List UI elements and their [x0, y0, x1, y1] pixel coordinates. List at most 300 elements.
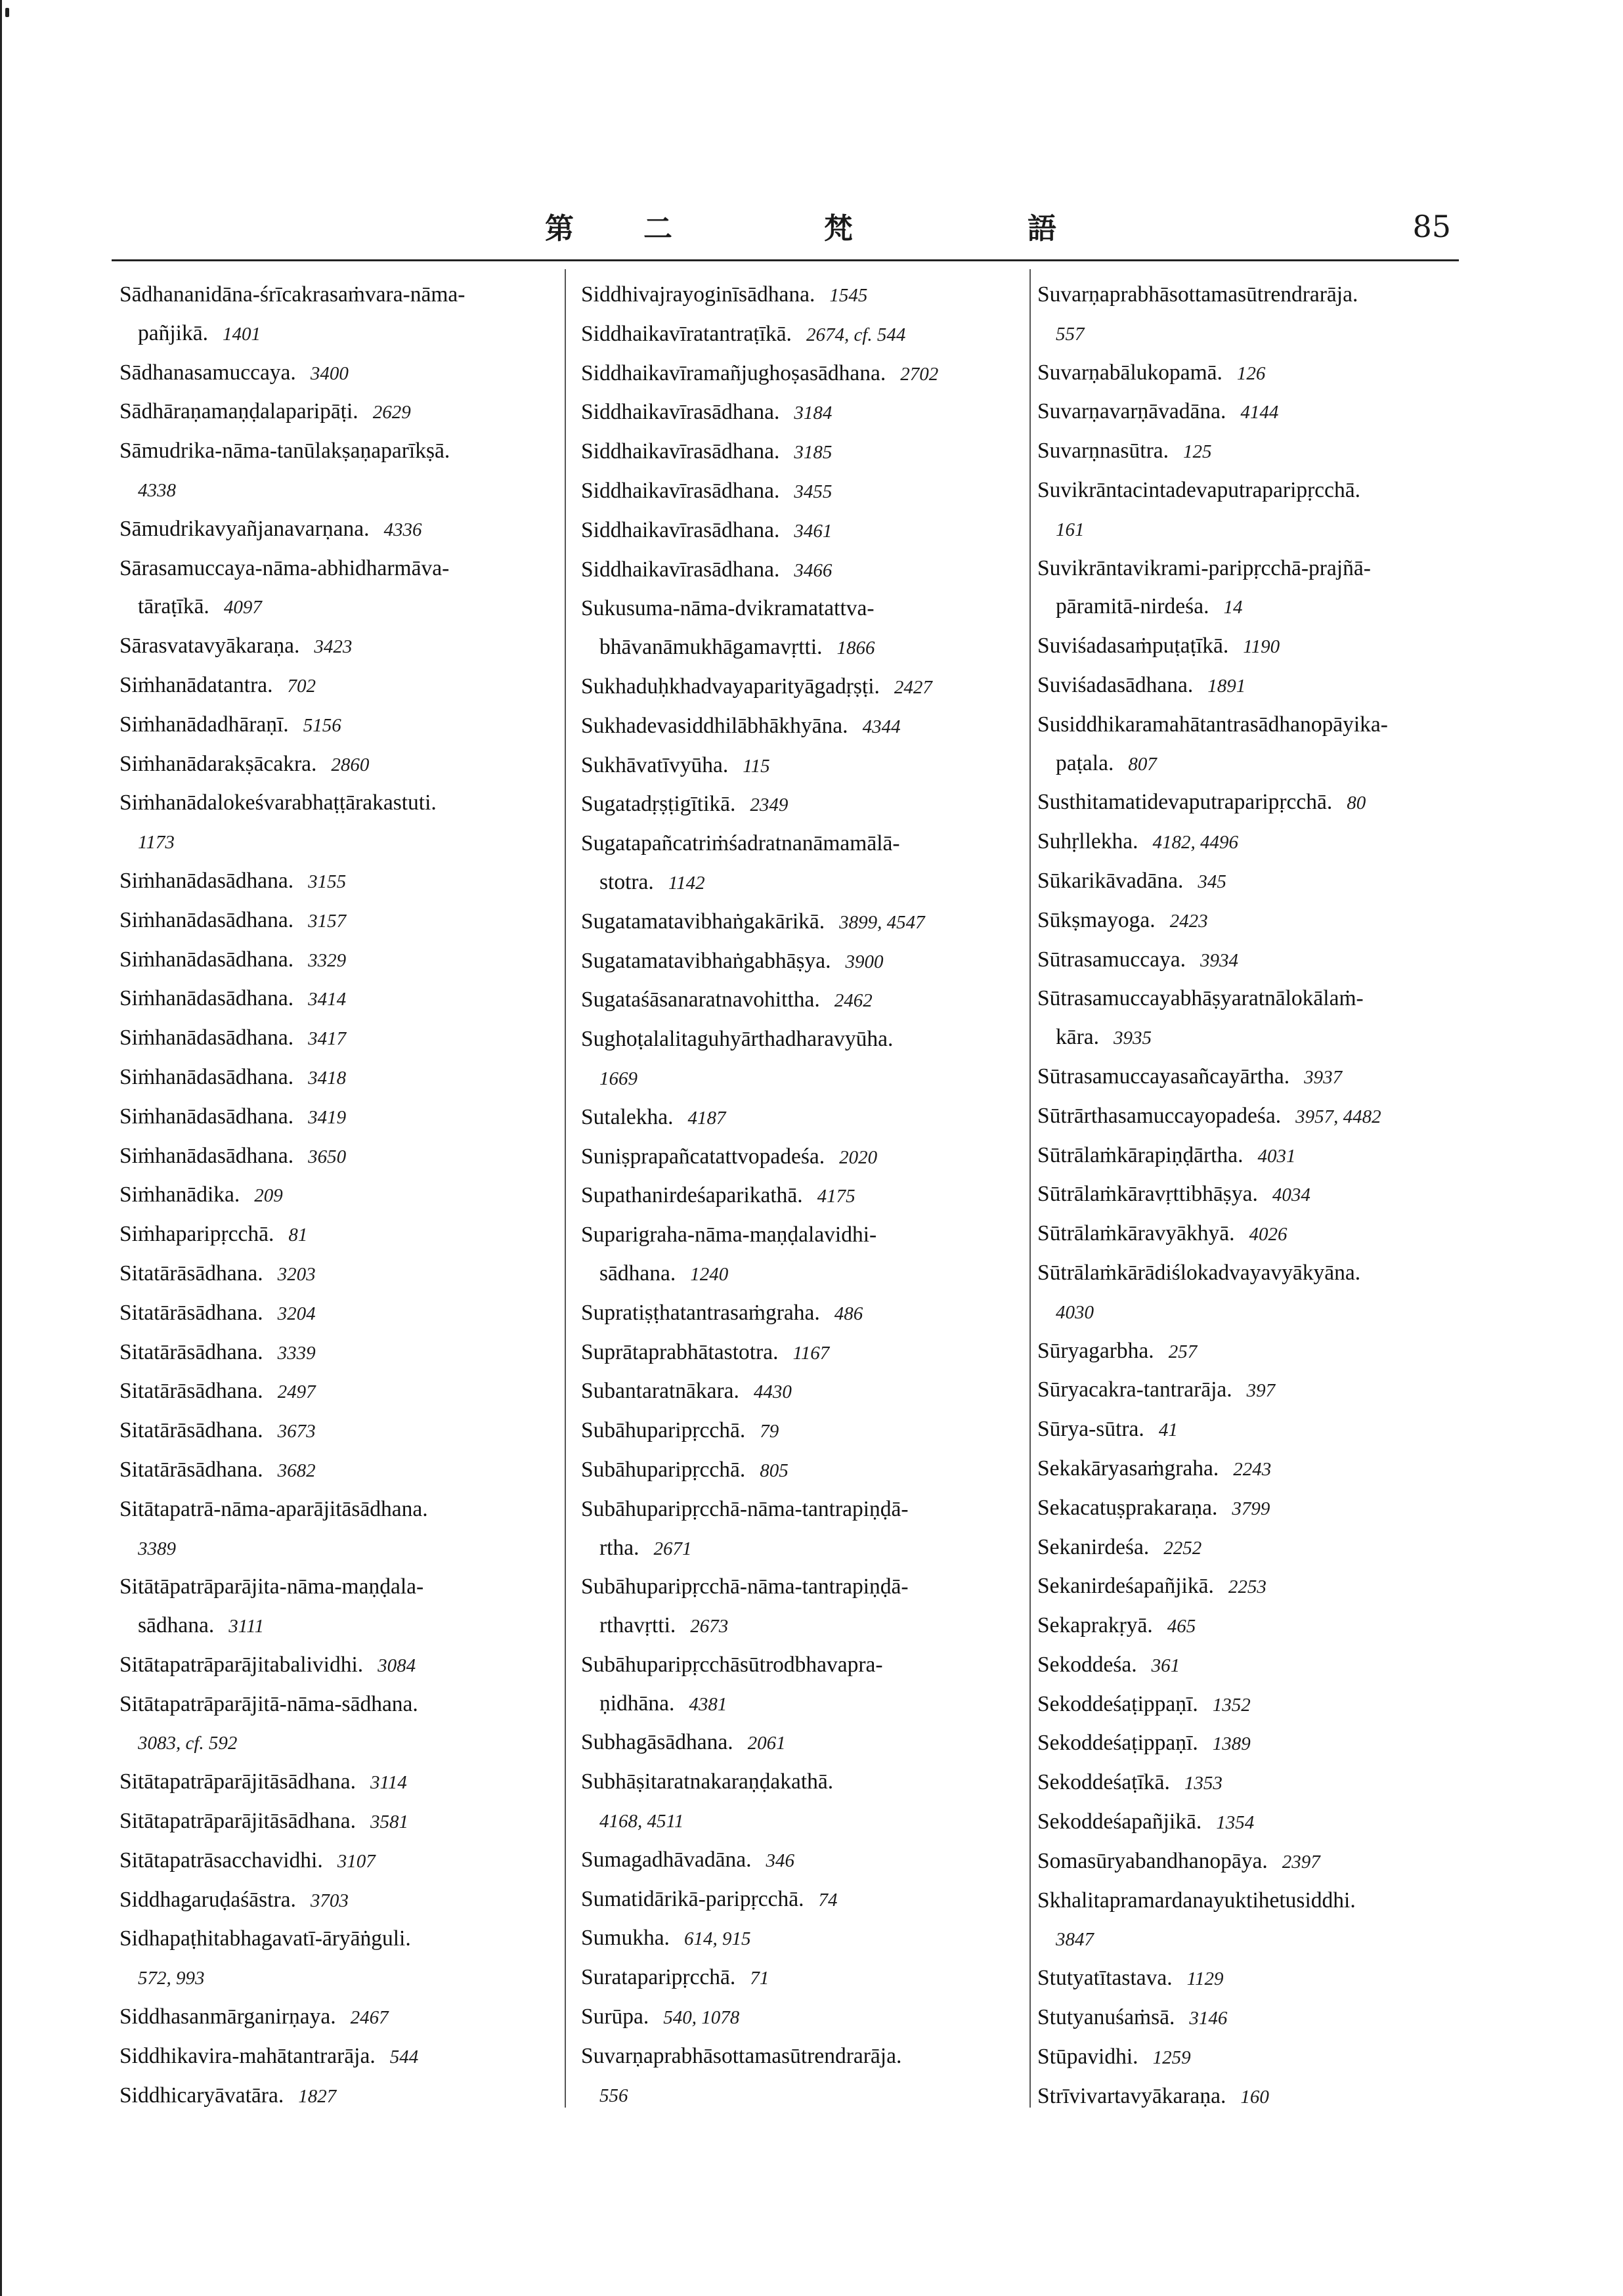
- entry-line: [581, 1177, 1047, 1216]
- entry-title: Sekoddeśaṭīkā.: [1037, 1770, 1170, 1795]
- index-entry: [105, 276, 565, 354]
- entry-line: [119, 276, 565, 314]
- index-entry: [105, 1255, 565, 1294]
- entry-line: [581, 942, 1047, 982]
- entry-title: Sitātapatrāparājitā-nāma-sādhana.: [119, 1691, 418, 1716]
- entry-line: [1037, 823, 1464, 862]
- entry-title: Sumagadhāvadāna.: [581, 1847, 752, 1872]
- entry-line: [1037, 314, 1464, 354]
- index-entry: [1018, 1528, 1464, 1568]
- entry-line: [581, 1059, 1047, 1098]
- index-entry: [1018, 706, 1464, 784]
- entry-title: Sekanirdeśapañjikā.: [1037, 1574, 1214, 1599]
- entry-reference-number: 2671: [653, 1538, 692, 1559]
- entry-reference-number: 257: [1168, 1341, 1198, 1362]
- entry-reference-number: 2467: [350, 2007, 389, 2029]
- entry-reference-number: 4187: [687, 1107, 726, 1129]
- entry-reference-number: 1259: [1152, 2047, 1191, 2068]
- entry-line: [581, 785, 1047, 825]
- entry-line: [1037, 2038, 1464, 2077]
- entry-line: [581, 1529, 1047, 1569]
- entry-title: Siddhaikavīrasādhana.: [581, 400, 780, 425]
- entry-title: Susthitamatidevaputraparipṛcchā.: [1037, 790, 1333, 815]
- index-entry: [1018, 471, 1464, 550]
- entry-title: Suparigraha-nāma-maṇḍalavidhi-: [581, 1223, 877, 1247]
- entry-line: [119, 823, 565, 862]
- index-entry: [105, 901, 565, 941]
- entry-line: [1037, 471, 1464, 510]
- entry-line: [119, 550, 565, 588]
- entry-reference-number: 3184: [794, 402, 833, 424]
- entry-title: Stūpavidhi.: [1037, 2044, 1138, 2069]
- entry-line: [1037, 901, 1464, 941]
- entry-reference-number: 2397: [1282, 1851, 1320, 1873]
- entry-reference-number: 209: [254, 1185, 283, 1207]
- index-entry: [561, 472, 1047, 511]
- entry-reference-number: 465: [1167, 1616, 1196, 1637]
- entry-reference-number: 3957, 4482: [1295, 1106, 1381, 1127]
- entry-reference-number: 614, 915: [683, 1928, 751, 1950]
- index-entry: [105, 1998, 565, 2037]
- index-entry: [561, 747, 1047, 786]
- entry-reference-number: 3466: [794, 559, 833, 581]
- entry-line: [119, 2037, 565, 2077]
- entry-title-continued: bhāvanāmukhāgamavṛtti.: [599, 635, 823, 660]
- entry-reference-number: 3682: [277, 1460, 316, 1481]
- entry-title: Sukhāvatīvyūha.: [581, 752, 729, 777]
- entry-title: Sādhanasamuccaya.: [119, 360, 296, 385]
- entry-title: Sāmudrika-nāma-tanūlakṣaṇaparīkṣā.: [119, 439, 450, 464]
- entry-reference-number: 3157: [308, 910, 347, 932]
- entry-title: Subantaratnākara.: [581, 1379, 739, 1404]
- entry-line: [581, 1020, 1047, 1059]
- entry-line: [119, 510, 565, 550]
- entry-line: [1037, 1920, 1464, 1959]
- entry-reference-number: 544: [389, 2046, 419, 2068]
- entry-reference-number: 1891: [1207, 675, 1246, 697]
- entry-title: Suvarṇnasūtra.: [1037, 439, 1169, 464]
- index-entry: [105, 1881, 565, 1920]
- entry-reference-number: 3155: [308, 871, 347, 892]
- index-entry: [561, 1412, 1047, 1451]
- entry-reference-number: 3455: [794, 481, 833, 502]
- entry-line: [119, 2077, 565, 2116]
- entry-line: [1037, 1215, 1464, 1254]
- entry-title-continued: paṭala.: [1056, 750, 1114, 775]
- entry-reference-number: 805: [760, 1460, 789, 1481]
- entry-line: [581, 2076, 1047, 2115]
- index-entry: [1018, 1646, 1464, 1685]
- entry-title: Sūkṣmayoga.: [1037, 907, 1156, 932]
- entry-title: Siddhaikavīramañjughoṣasādhana.: [581, 360, 886, 385]
- entry-reference-number: 3847: [1056, 1929, 1094, 1951]
- entry-title: Sitātapatrā-nāma-aparājitāsādhana.: [119, 1496, 428, 1521]
- index-entry: [561, 2037, 1047, 2115]
- entry-title: Surūpa.: [581, 2004, 649, 2029]
- entry-title: Stutyanuśaṁsā.: [1037, 2005, 1175, 2030]
- entry-line: [581, 668, 1047, 707]
- entry-title-continued: rthavṛtti.: [599, 1613, 676, 1638]
- entry-line: [119, 941, 565, 980]
- entry-line: [581, 628, 1047, 668]
- index-entry: [561, 433, 1047, 472]
- index-entry: [1018, 980, 1464, 1058]
- entry-line: [1037, 1489, 1464, 1528]
- entry-line: [1037, 783, 1464, 823]
- entry-reference-number: 4030: [1056, 1301, 1094, 1323]
- entry-line: [119, 1098, 565, 1137]
- index-entry: [1018, 783, 1464, 823]
- entry-title: Siṁhanādasādhana.: [119, 986, 294, 1011]
- index-entry: [561, 1490, 1047, 1569]
- entry-title: Sārasamuccaya-nāma-abhidharmāva-: [119, 555, 450, 580]
- entry-title: Sitatārāsādhana.: [119, 1261, 263, 1286]
- entry-reference-number: 397: [1246, 1380, 1276, 1402]
- index-entry: [105, 941, 565, 980]
- entry-line: [119, 588, 565, 627]
- index-entry: [1018, 2038, 1464, 2077]
- entry-title: Sūtrālaṁkāravṛttibhāṣya.: [1037, 1182, 1258, 1207]
- index-entry: [1018, 1410, 1464, 1450]
- entry-line: [119, 1646, 565, 1685]
- entry-line: [581, 551, 1047, 590]
- entry-reference-number: 486: [834, 1303, 863, 1324]
- entry-title: Sūtrasamuccayasañcayārtha.: [1037, 1064, 1290, 1089]
- index-entry: [561, 668, 1047, 707]
- index-entry: [561, 825, 1047, 903]
- entry-title: Suvikrāntavikrami-paripṛcchā-prajñā-: [1037, 555, 1371, 580]
- index-entry: [105, 1802, 565, 1842]
- entry-reference-number: 1545: [829, 285, 868, 306]
- entry-reference-number: 3900: [845, 951, 884, 972]
- entry-reference-number: 3146: [1189, 2008, 1228, 2029]
- entry-title: Siddhasanmārganirṇaya.: [119, 2004, 336, 2029]
- entry-line: [581, 393, 1047, 433]
- entry-reference-number: 3703: [310, 1890, 349, 1911]
- index-entry: [561, 785, 1047, 825]
- entry-line: [119, 745, 565, 785]
- index-entry: [1018, 1607, 1464, 1646]
- entry-reference-number: 1353: [1184, 1773, 1223, 1794]
- entry-line: [1037, 1803, 1464, 1842]
- index-entry: [561, 1841, 1047, 1880]
- index-entry: [1018, 1999, 1464, 2038]
- index-entry: [561, 1216, 1047, 1294]
- entry-line: [581, 863, 1047, 903]
- entry-title: Sitatārāsādhana.: [119, 1379, 263, 1404]
- entry-title: Suviśadasādhana.: [1037, 672, 1194, 697]
- entry-title: Sāmudrikavyañjanavarṇana.: [119, 516, 370, 541]
- entry-line: [581, 1451, 1047, 1490]
- index-entry: [561, 590, 1047, 668]
- entry-reference-number: 3650: [308, 1146, 347, 1167]
- index-entry: [561, 981, 1047, 1020]
- index-entry: [105, 1568, 565, 1646]
- entry-line: [581, 315, 1047, 355]
- entry-title: Sekanirdeśa.: [1037, 1534, 1150, 1559]
- entry-reference-number: 1190: [1243, 636, 1280, 658]
- entry-line: [1037, 1607, 1464, 1646]
- header-char-1: 第: [545, 212, 574, 246]
- index-entry: [561, 1138, 1047, 1177]
- entry-reference-number: 2673: [690, 1616, 729, 1637]
- entry-line: [1037, 1137, 1464, 1176]
- entry-line: [119, 1920, 565, 1959]
- entry-title: Skhalitapramardanayuktihetusiddhi.: [1037, 1888, 1356, 1913]
- entry-line: [581, 707, 1047, 747]
- entry-line: [581, 1607, 1047, 1646]
- index-entry: [1018, 1803, 1464, 1842]
- entry-reference-number: 2462: [834, 990, 873, 1012]
- entry-title: Subhagāsādhana.: [581, 1730, 733, 1755]
- entry-reference-number: 1240: [690, 1263, 729, 1285]
- index-entry: [1018, 1215, 1464, 1254]
- entry-reference-number: 2702: [900, 363, 939, 385]
- entry-line: [581, 1763, 1047, 1802]
- index-entry: [105, 432, 565, 510]
- entry-title: Siṁhaparipṛcchā.: [119, 1222, 274, 1247]
- index-entry: [105, 1763, 565, 1802]
- page-header: [112, 205, 1464, 251]
- entry-line: [1037, 1410, 1464, 1450]
- entry-title: Subāhuparipṛcchā.: [581, 1418, 746, 1443]
- index-column-3: [1018, 276, 1464, 2116]
- entry-title: Siddhikavira-mahātantrarāja.: [119, 2043, 376, 2068]
- index-entry: [1018, 1764, 1464, 1803]
- entry-reference-number: 3389: [138, 1538, 176, 1559]
- index-entry: [561, 1372, 1047, 1412]
- entry-title: Siṁhanādasādhana.: [119, 1026, 294, 1051]
- entry-title: Subāhuparipṛcchāsūtrodbhavapra-: [581, 1652, 883, 1677]
- index-entry: [1018, 432, 1464, 471]
- entry-title: Sitatārāsādhana.: [119, 1457, 263, 1482]
- index-entry: [105, 1019, 565, 1058]
- entry-line: [119, 1490, 565, 1529]
- entry-title: Siṁhanādadhāraṇī.: [119, 712, 289, 737]
- entry-line: [119, 1685, 565, 1724]
- entry-title: Sekaprakṛyā.: [1037, 1613, 1153, 1638]
- entry-line: [581, 1841, 1047, 1880]
- header-char-4: 語: [1028, 212, 1056, 246]
- entry-line: [1037, 1842, 1464, 1882]
- index-entry: [105, 706, 565, 745]
- entry-line: [119, 627, 565, 666]
- index-entry: [105, 1412, 565, 1451]
- entry-reference-number: 3418: [308, 1067, 347, 1089]
- entry-title: Sitātāpatrāparājita-nāma-maṇḍala-: [119, 1574, 424, 1599]
- entry-title-continued: ṇidhāna.: [599, 1691, 675, 1716]
- entry-reference-number: 2243: [1233, 1458, 1272, 1480]
- entry-reference-number: 1866: [836, 638, 875, 659]
- entry-line: [1037, 1685, 1464, 1725]
- entry-line: [581, 2037, 1047, 2076]
- entry-title: Susiddhikaramahātantrasādhanopāyika-: [1037, 712, 1388, 737]
- index-entry: [1018, 1685, 1464, 1725]
- index-entry: [105, 1842, 565, 1881]
- index-entry: [561, 1568, 1047, 1646]
- entry-title: Siṁhanādasādhana.: [119, 1104, 294, 1129]
- entry-line: [581, 590, 1047, 628]
- entry-reference-number: 4168, 4511: [599, 1811, 684, 1832]
- entry-title: Siṁhanādalokeśvarabhaṭṭārakastuti.: [119, 791, 437, 815]
- index-entry: [105, 1176, 565, 1215]
- entry-reference-number: 3417: [308, 1028, 347, 1050]
- entry-title: Siṁhanādasādhana.: [119, 1064, 294, 1089]
- entry-title: Sūryacakra-tantrarāja.: [1037, 1377, 1232, 1402]
- entry-reference-number: 160: [1240, 2086, 1269, 2108]
- index-entry: [1018, 1097, 1464, 1137]
- index-entry: [1018, 627, 1464, 666]
- index-entry: [1018, 276, 1464, 354]
- entry-reference-number: 115: [743, 755, 770, 777]
- entry-line: [1037, 432, 1464, 471]
- index-entry: [105, 1333, 565, 1373]
- index-entry: [105, 354, 565, 393]
- entry-line: [119, 314, 565, 354]
- entry-reference-number: 540, 1078: [663, 2007, 740, 2029]
- entry-line: [119, 1137, 565, 1177]
- entry-line: [1037, 862, 1464, 901]
- entry-title: Sukhaduḥkhadvayaparityāgadṛṣṭi.: [581, 674, 880, 699]
- index-entry: [561, 393, 1047, 433]
- entry-title: Sekoddeśapañjikā.: [1037, 1809, 1202, 1834]
- index-entry: [105, 1058, 565, 1098]
- entry-title: Siddhicaryāvatāra.: [119, 2083, 284, 2108]
- index-entry: [561, 1098, 1047, 1138]
- page-number: 85: [1412, 209, 1451, 244]
- entry-reference-number: 1401: [222, 323, 261, 345]
- entry-title: Sumatidārikā-paripṛcchā.: [581, 1886, 804, 1911]
- entry-reference-number: 2497: [277, 1381, 316, 1403]
- entry-line: [581, 1685, 1047, 1724]
- entry-line: [581, 825, 1047, 863]
- entry-line: [1037, 1567, 1464, 1607]
- entry-reference-number: 3204: [277, 1303, 316, 1324]
- entry-title-continued: stotra.: [599, 869, 654, 894]
- entry-reference-number: 556: [599, 2085, 628, 2106]
- entry-line: [1037, 1724, 1464, 1764]
- entry-line: [1037, 354, 1464, 393]
- entry-reference-number: 1354: [1216, 1812, 1255, 1834]
- entry-title-continued: sādhana.: [138, 1613, 215, 1638]
- entry-title: Sūtrālaṁkāravyākhyā.: [1037, 1221, 1235, 1246]
- entry-line: [119, 1451, 565, 1490]
- entry-title: Strīvivartavyākaraṇa.: [1037, 2083, 1226, 2108]
- entry-line: [581, 1098, 1047, 1138]
- entry-line: [1037, 1764, 1464, 1803]
- entry-line: [119, 1333, 565, 1373]
- entry-line: [581, 472, 1047, 511]
- entry-reference-number: 4026: [1249, 1224, 1288, 1245]
- entry-reference-number: 4034: [1272, 1184, 1310, 1206]
- entry-line: [1037, 980, 1464, 1018]
- entry-line: [119, 1215, 565, 1255]
- entry-reference-number: 5156: [303, 714, 341, 736]
- index-entry: [561, 551, 1047, 590]
- entry-reference-number: 1827: [298, 2085, 337, 2107]
- index-entry: [105, 627, 565, 666]
- entry-reference-number: 3461: [794, 520, 833, 542]
- entry-line: [1037, 745, 1464, 784]
- index-entry: [1018, 1058, 1464, 1097]
- entry-line: [119, 862, 565, 901]
- entry-line: [119, 1881, 565, 1920]
- entry-title: Siddhaikavīrasādhana.: [581, 517, 780, 542]
- entry-line: [1037, 393, 1464, 432]
- entry-title-continued: pañjikā.: [138, 320, 208, 345]
- entry-title-continued: rtha.: [599, 1535, 639, 1560]
- entry-title: Sukusuma-nāma-dvikramatattva-: [581, 596, 875, 621]
- index-entry: [1018, 1959, 1464, 1999]
- index-entry: [105, 2077, 565, 2116]
- entry-reference-number: 3934: [1200, 949, 1239, 971]
- entry-line: [119, 901, 565, 941]
- entry-reference-number: 4344: [862, 716, 901, 737]
- entry-line: [581, 511, 1047, 551]
- scan-mark: [5, 8, 9, 17]
- entry-line: [1037, 1882, 1464, 1920]
- entry-title: Sugatamatavibhaṅgakārikā.: [581, 909, 825, 934]
- entry-title: Sutalekha.: [581, 1104, 674, 1129]
- entry-reference-number: 2860: [331, 754, 370, 775]
- entry-line: [581, 1138, 1047, 1177]
- index-entry: [1018, 1371, 1464, 1410]
- entry-line: [581, 1294, 1047, 1333]
- index-entry: [1018, 666, 1464, 706]
- index-entry: [105, 393, 565, 432]
- index-entry: [561, 1020, 1047, 1098]
- index-entry: [561, 511, 1047, 551]
- entry-reference-number: 1173: [138, 832, 175, 854]
- entry-reference-number: 4182, 4496: [1152, 832, 1239, 854]
- entry-title: Sitātapatrāparājitāsādhana.: [119, 1809, 356, 1834]
- entry-title: Siṁhanādasādhana.: [119, 907, 294, 932]
- index-entry: [105, 862, 565, 901]
- index-entry: [561, 1294, 1047, 1333]
- entry-title: Sitatārāsādhana.: [119, 1339, 263, 1364]
- entry-line: [581, 1998, 1047, 2037]
- entry-line: [119, 1372, 565, 1412]
- entry-title: Sādhananidāna-śrīcakrasaṁvara-nāma-: [119, 282, 465, 307]
- entry-reference-number: 4175: [817, 1186, 855, 1207]
- entry-line: [1037, 1097, 1464, 1137]
- entry-reference-number: 2349: [750, 794, 789, 816]
- entry-title: Siddhivajrayoginīsādhana.: [581, 282, 815, 307]
- entry-line: [581, 276, 1047, 315]
- entry-title: Sūkarikāvadāna.: [1037, 868, 1184, 893]
- index-entry: [1018, 1882, 1464, 1960]
- entry-reference-number: 126: [1236, 362, 1266, 384]
- entry-reference-number: 14: [1223, 597, 1243, 618]
- entry-reference-number: 4430: [753, 1381, 792, 1403]
- entry-line: [1037, 1999, 1464, 2038]
- entry-line: [1037, 706, 1464, 745]
- entry-title: Sumukha.: [581, 1926, 670, 1951]
- entry-reference-number: 3329: [308, 949, 347, 971]
- entry-title: Sidhapaṭhitabhagavatī-āryāṅguli.: [119, 1926, 411, 1951]
- index-entry: [1018, 1254, 1464, 1332]
- index-entry: [561, 1919, 1047, 1959]
- entry-reference-number: 1352: [1212, 1694, 1251, 1716]
- header-rule: [112, 259, 1459, 261]
- entry-line: [119, 471, 565, 510]
- entry-title: Siṁhanādasādhana.: [119, 1143, 294, 1168]
- entry-title-continued: tāraṭīkā.: [138, 594, 209, 619]
- entry-title: Supathanirdeśaparikathā.: [581, 1183, 803, 1208]
- entry-title: Subāhuparipṛcchā.: [581, 1457, 746, 1482]
- scan-edge: [0, 0, 2, 2296]
- entry-reference-number: 2020: [839, 1146, 878, 1168]
